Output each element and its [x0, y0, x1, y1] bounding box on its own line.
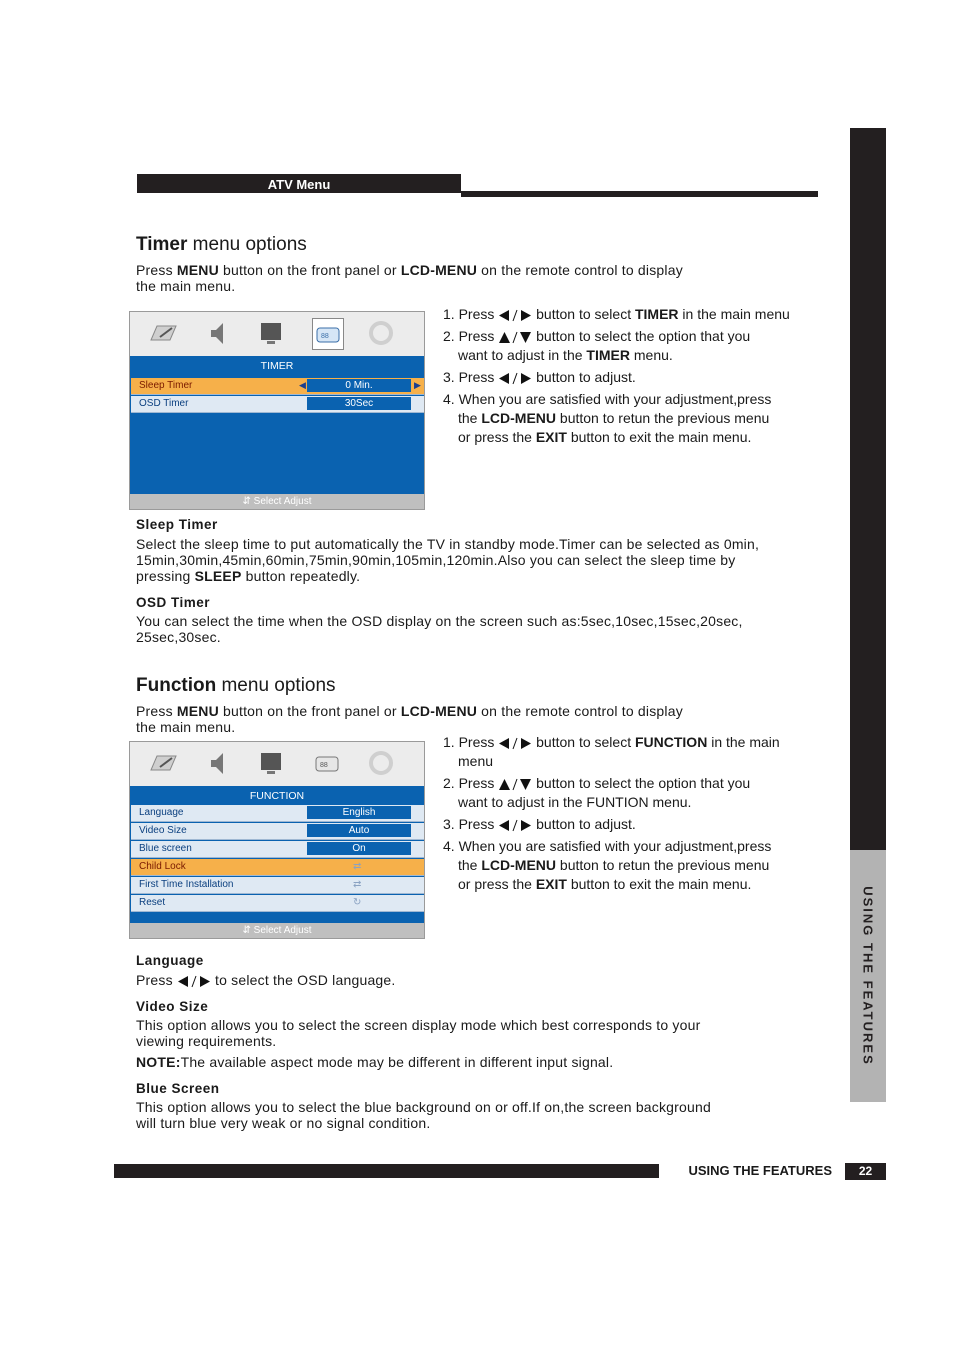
- section-header-bar: [137, 174, 461, 193]
- osd-icon-bar: [130, 742, 424, 786]
- text-bold: EXIT: [535, 429, 567, 445]
- text: 1. Press: [443, 306, 499, 322]
- note-label: NOTE:: [136, 1054, 181, 1070]
- left-arrow-icon: ◀: [299, 380, 306, 390]
- blue-screen-text: [136, 1099, 836, 1131]
- updown-arrows-icon: ⇵: [242, 925, 251, 936]
- enter-arrows-icon: ⇄: [353, 879, 362, 890]
- timer-title: [136, 234, 307, 256]
- text: on the remote control to display: [477, 703, 683, 719]
- text: 3. Press: [443, 369, 499, 385]
- text: the: [458, 410, 482, 426]
- text: in the main menu: [678, 306, 790, 322]
- language-text: [136, 972, 736, 988]
- text-bold: MENU: [176, 262, 219, 278]
- osd-row-language: [131, 805, 424, 822]
- sleep-timer-heading: Sleep Timer: [136, 517, 218, 532]
- step-1: [443, 305, 823, 324]
- video-size-heading: Video Size: [136, 999, 209, 1014]
- osd-footer-text: Select Adjust: [253, 925, 312, 936]
- text: button to adjust.: [532, 816, 636, 832]
- text: Press: [136, 972, 177, 988]
- tv-icon: [256, 318, 286, 348]
- text: button to exit the main menu.: [566, 429, 752, 445]
- osd-icon-bar: [130, 312, 424, 356]
- text: 1. Press: [443, 734, 499, 750]
- footer-rule: [114, 1164, 659, 1178]
- text: This option allows you to select the screen display mode which best corresponds to your: [136, 1017, 701, 1033]
- text: button to select: [532, 734, 635, 750]
- text: Press: [136, 703, 177, 719]
- text: button to select the option that you: [532, 775, 751, 791]
- text: button to retun the previous menu: [556, 857, 770, 873]
- svg-text:88: 88: [321, 333, 329, 340]
- text: button to retun the previous menu: [556, 410, 770, 426]
- function-intro: [136, 703, 756, 735]
- osd-footer-hint: [130, 494, 424, 509]
- osd-row-label: Video Size: [139, 825, 187, 836]
- osd-row-label: First Time Installation: [139, 879, 234, 890]
- text: button to exit the main menu.: [566, 876, 752, 892]
- text: Select the sleep time to put automatically the TV in standby mode.Timer can be selected as 0min,: [136, 536, 760, 552]
- osd-menu-title: FUNCTION: [249, 790, 305, 802]
- osd-row-value: English: [307, 806, 411, 819]
- osd-timer-heading: OSD Timer: [136, 595, 211, 610]
- timer-title-rest: menu options: [187, 234, 307, 255]
- timer-title-bold: Timer: [136, 234, 188, 255]
- osd-row-blue-screen: [131, 841, 424, 858]
- osd-row-label: Blue screen: [139, 843, 192, 854]
- left-right-arrows-icon: [498, 309, 532, 322]
- osd-footer-text: Select Adjust: [253, 496, 312, 507]
- osd-row-label: Child Lock: [139, 861, 186, 872]
- timer-osd-screenshot: [129, 311, 425, 510]
- text-bold: FUNCTION: [634, 734, 708, 750]
- page-number: 22: [845, 1163, 886, 1180]
- reset-icon: ↻: [353, 897, 362, 908]
- function-title: [136, 675, 336, 697]
- step-3: [443, 368, 823, 387]
- text: to select the OSD language.: [210, 972, 396, 988]
- picture-icon: [148, 318, 178, 348]
- timer-steps: [443, 305, 823, 450]
- osd-row-video-size: [131, 823, 424, 840]
- video-size-text: [136, 1017, 836, 1049]
- osd-row-value: Auto: [307, 824, 411, 837]
- section-header-title: ATV Menu: [267, 177, 331, 192]
- text-bold: LCD-MENU: [481, 857, 557, 873]
- text: the main menu.: [136, 278, 236, 294]
- osd-row-label: OSD Timer: [139, 398, 189, 409]
- osd-footer-hint: [130, 923, 424, 938]
- text: button to select the option that you: [532, 328, 751, 344]
- setup-ring-icon: [366, 318, 396, 348]
- osd-row-label: Language: [139, 807, 184, 818]
- step-4: [443, 837, 823, 894]
- side-tab-label: [850, 850, 886, 1102]
- function-title-bold: Function: [136, 675, 217, 696]
- osd-timer-text: [136, 613, 836, 645]
- text: want to adjust in the: [458, 347, 587, 363]
- function-title-rest: menu options: [216, 675, 336, 696]
- footer-section-label: USING THE FEATURES: [688, 1163, 832, 1178]
- text: 2. Press: [443, 775, 499, 791]
- text: will turn blue very weak or no signal condition.: [136, 1115, 431, 1131]
- osd-row-osd-timer: [131, 396, 424, 413]
- osd-menu-title: TIMER: [260, 360, 294, 372]
- text: or press the: [458, 876, 536, 892]
- text: the: [458, 857, 482, 873]
- side-tab-dark: [850, 128, 886, 850]
- text: 3. Press: [443, 816, 499, 832]
- note-text: [136, 1054, 836, 1070]
- text-bold: TIMER: [634, 306, 679, 322]
- timer-intro: [136, 262, 756, 294]
- text: button to select: [532, 306, 635, 322]
- up-down-arrows-icon: [498, 331, 532, 344]
- text-bold: LCD-MENU: [400, 262, 478, 278]
- header-rule: [461, 191, 818, 197]
- enter-arrows-icon: ⇄: [353, 861, 362, 872]
- text: viewing requirements.: [136, 1033, 277, 1049]
- text: menu.: [629, 347, 673, 363]
- osd-row-value: 30Sec: [307, 397, 411, 410]
- left-right-arrows-icon: [177, 975, 211, 988]
- text: or press the: [458, 429, 536, 445]
- osd-row-sleep-timer: [131, 378, 424, 395]
- step-2: [443, 774, 823, 812]
- step-2: [443, 327, 823, 365]
- timer-clock-icon: [312, 318, 344, 350]
- osd-row-value: On: [307, 842, 411, 855]
- text: 25sec,30sec.: [136, 629, 221, 645]
- text: 4. When you are satisfied with your adjustment,press: [443, 391, 772, 407]
- text: button on the front panel or: [218, 262, 401, 278]
- text: in the main: [707, 734, 780, 750]
- osd-row-first-time-installation: [131, 877, 424, 894]
- osd-row-child-lock: [131, 859, 424, 876]
- text-bold: MENU: [176, 703, 219, 719]
- text: Press: [136, 262, 177, 278]
- up-down-arrows-icon: [498, 778, 532, 791]
- tv-icon: [256, 748, 286, 778]
- text: on the remote control to display: [477, 262, 683, 278]
- left-right-arrows-icon: [498, 372, 532, 385]
- text-bold: TIMER: [586, 347, 630, 363]
- function-osd-screenshot: [129, 741, 425, 939]
- left-right-arrows-icon: [498, 819, 532, 832]
- osd-row-reset: [131, 895, 424, 912]
- sound-icon: [202, 318, 232, 348]
- text: You can select the time when the OSD display on the screen such as:5sec,10sec,15sec,20sec,: [136, 613, 743, 629]
- setup-ring-icon: [366, 748, 396, 778]
- blue-screen-heading: Blue Screen: [136, 1081, 220, 1096]
- side-tab-text: USING THE FEATURES: [860, 886, 876, 1066]
- text-bold: LCD-MENU: [400, 703, 478, 719]
- text: 15min,30min,45min,60min,75min,90min,105min,120min.Also you can select the sleep time by: [136, 552, 736, 568]
- text: button to adjust.: [532, 369, 636, 385]
- text: want to adjust in the FUNTION menu.: [458, 794, 692, 810]
- osd-row-value: 0 Min.: [307, 379, 411, 392]
- step-3: [443, 815, 823, 834]
- text: menu: [458, 753, 494, 769]
- sleep-timer-text: [136, 536, 836, 584]
- text-bold: EXIT: [535, 876, 567, 892]
- timer-clock-icon: [312, 748, 342, 778]
- osd-row-label: Sleep Timer: [139, 380, 193, 391]
- text: The available aspect mode may be different in different input signal.: [180, 1054, 614, 1070]
- step-4: [443, 390, 823, 447]
- function-steps: [443, 733, 823, 897]
- osd-row-label: Reset: [139, 897, 166, 908]
- text-bold: LCD-MENU: [481, 410, 557, 426]
- text: the main menu.: [136, 719, 236, 735]
- text-bold: SLEEP: [194, 568, 242, 584]
- text: button on the front panel or: [218, 703, 401, 719]
- text: 4. When you are satisfied with your adjustment,press: [443, 838, 772, 854]
- step-1: [443, 733, 823, 771]
- sound-icon: [202, 748, 232, 778]
- text: 2. Press: [443, 328, 499, 344]
- svg-text:88: 88: [320, 762, 328, 769]
- language-heading: Language: [136, 953, 204, 968]
- text: button repeatedly.: [241, 568, 361, 584]
- picture-icon: [148, 748, 178, 778]
- text: pressing: [136, 568, 195, 584]
- updown-arrows-icon: ⇵: [242, 496, 251, 507]
- right-arrow-icon: ▶: [414, 380, 421, 390]
- text: This option allows you to select the blue background on or off.If on,the screen background: [136, 1099, 711, 1115]
- left-right-arrows-icon: [498, 737, 532, 750]
